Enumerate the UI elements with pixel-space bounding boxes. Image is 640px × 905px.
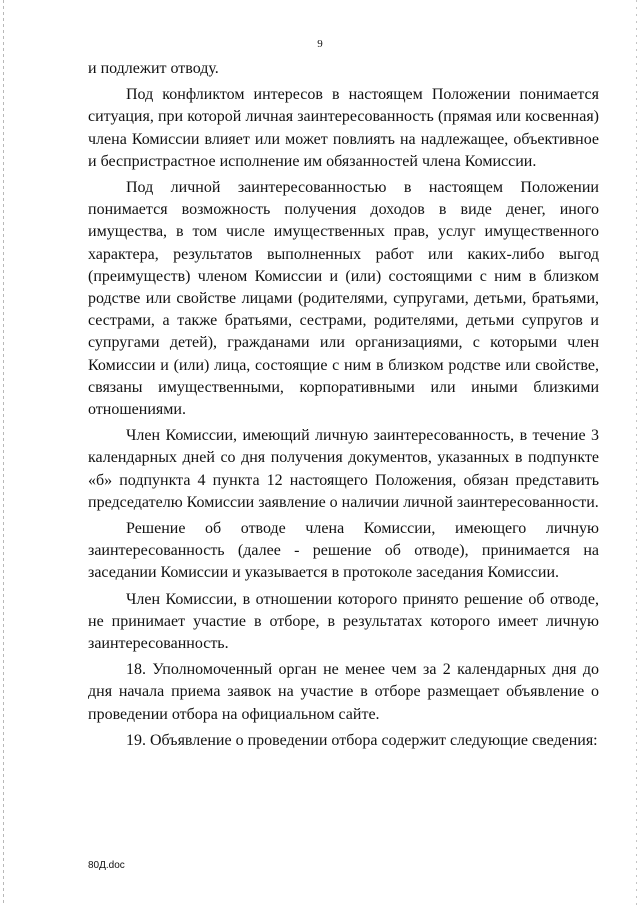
document-body — [88, 58, 599, 756]
scan-edge-right — [636, 0, 637, 905]
paragraph-recusal-decision: Решение об отводе члена Комиссии, имеющего личную заинтересованность (далее - решение об отводе), принимается на заседании Комиссии и указывается в протоколе заседания Комиссии. — [88, 520, 599, 582]
footer-filename: 80Д.doc — [88, 860, 125, 871]
paragraph-continuation: и подлежит отводу. — [88, 60, 219, 77]
paragraph-conflict-of-interest: Под конфликтом интересов в настоящем Положении понимается ситуация, при которой личная заинтересованность (прямая или косвенная) члена Комиссии влияет или может повлиять на надлежащее, объективное и беспристрастное исполнение им обязанностей члена Комиссии. — [88, 86, 599, 170]
paragraph-member-obligation: Член Комиссии, имеющий личную заинтересованность, в течение 3 календарных дней со дня получения документов, указанных в подпункте «б» подпункта 4 пункта 12 настоящего Положения, обязан представить председателю Комиссии заявление о наличии личной заинтересованности. — [88, 427, 599, 511]
paragraph-item-19: 19. Объявление о проведении отбора содержит следующие сведения: — [126, 731, 598, 749]
scan-edge-left — [3, 0, 4, 905]
paragraph-item-18: 18. Уполномоченный орган не менее чем за 2 календарных дня до дня начала приема заявок на участие в отборе размещает объявление о проведении отбора на официальном сайте. — [88, 661, 599, 723]
paragraph-personal-interest: Под личной заинтересованностью в настоящем Положении понимается возможность получения доходов в виде денег, иного имущества, в том числе имущественных прав, услуг имущественного характера, результатов выполненных работ или каких-либо выгод (преимуществ) членом Комиссии и (или) состоящими с ним в близком родстве или свойстве лицами (родителями, супругами, детьми, братьями, сестрами, а также братьями, сестрами, родителями, детьми супругов и супругами детей), гражданами или организациями, с которыми член Комиссии и (или) лица, состоящие с ним в близком родстве или свойстве, связаны имущественными, корпоративными или иными близкими отношениями. — [88, 179, 599, 419]
page-number: 9 — [317, 38, 323, 50]
paragraph-recused-member: Член Комиссии, в отношении которого принято решение об отводе, не принимает участие в отборе, в результатах которого имеет личную заинтересованность. — [88, 590, 599, 653]
